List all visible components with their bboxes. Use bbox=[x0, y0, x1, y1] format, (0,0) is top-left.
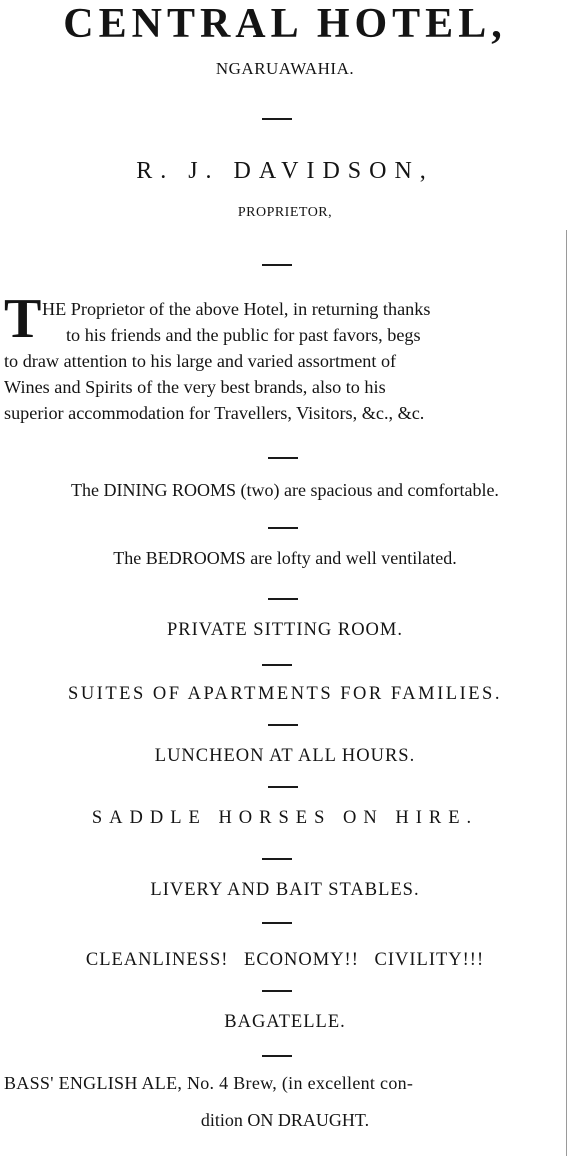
bagatelle-line: BAGATELLE. bbox=[224, 1012, 346, 1032]
separator-dash bbox=[262, 922, 292, 924]
intro-line: HE Proprietor of the above Hotel, in returning thanks bbox=[42, 299, 431, 319]
separator-dash bbox=[268, 786, 298, 788]
intro-line: to draw attention to his large and varied assortment of bbox=[4, 351, 397, 371]
proprietor-name: R. J. DAVIDSON, bbox=[136, 158, 434, 184]
intro-line: to his friends and the public for past favors, begs bbox=[66, 325, 421, 345]
separator-dash bbox=[268, 527, 298, 529]
separator-dash bbox=[262, 990, 292, 992]
separator-dash bbox=[268, 598, 298, 600]
bass-ale-line: BASS' ENGLISH ALE, No. 4 Brew, (in excellent con- bbox=[4, 1073, 414, 1093]
suites-line: SUITES OF APARTMENTS FOR FAMILIES. bbox=[68, 684, 502, 704]
dining-rooms-line: The DINING ROOMS (two) are spacious and comfortable. bbox=[71, 480, 499, 500]
bass-ale-line-continued: dition ON DRAUGHT. bbox=[200, 1110, 370, 1130]
separator-dash bbox=[262, 264, 292, 266]
luncheon-line: LUNCHEON AT ALL HOURS. bbox=[154, 746, 416, 766]
intro-line: superior accommodation for Travellers, Visitors, &c., &c. bbox=[4, 403, 425, 423]
separator-dash bbox=[262, 118, 292, 120]
separator-dash bbox=[262, 858, 292, 860]
saddle-horses-line: SADDLE HORSES ON HIRE. bbox=[91, 808, 479, 828]
intro-paragraph bbox=[4, 288, 560, 426]
separator-dash bbox=[262, 1055, 292, 1057]
hotel-title: CENTRAL HOTEL, bbox=[63, 1, 507, 47]
intro-line: Wines and Spirits of the very best brands, also to his bbox=[4, 377, 386, 397]
livery-line: LIVERY AND BAIT STABLES. bbox=[150, 880, 420, 900]
hotel-location: NGARUAWAHIA. bbox=[215, 59, 355, 78]
sitting-room-line: PRIVATE SITTING ROOM. bbox=[167, 620, 403, 640]
separator-dash bbox=[262, 664, 292, 666]
drop-cap: T bbox=[4, 288, 42, 350]
bedrooms-line: The BEDROOMS are lofty and well ventilated. bbox=[113, 548, 457, 568]
separator-dash bbox=[268, 457, 298, 459]
proprietor-role: PROPRIETOR, bbox=[237, 205, 333, 220]
separator-dash bbox=[268, 724, 298, 726]
motto-line: CLEANLINESS! ECONOMY!! CIVILITY!!! bbox=[85, 950, 485, 970]
